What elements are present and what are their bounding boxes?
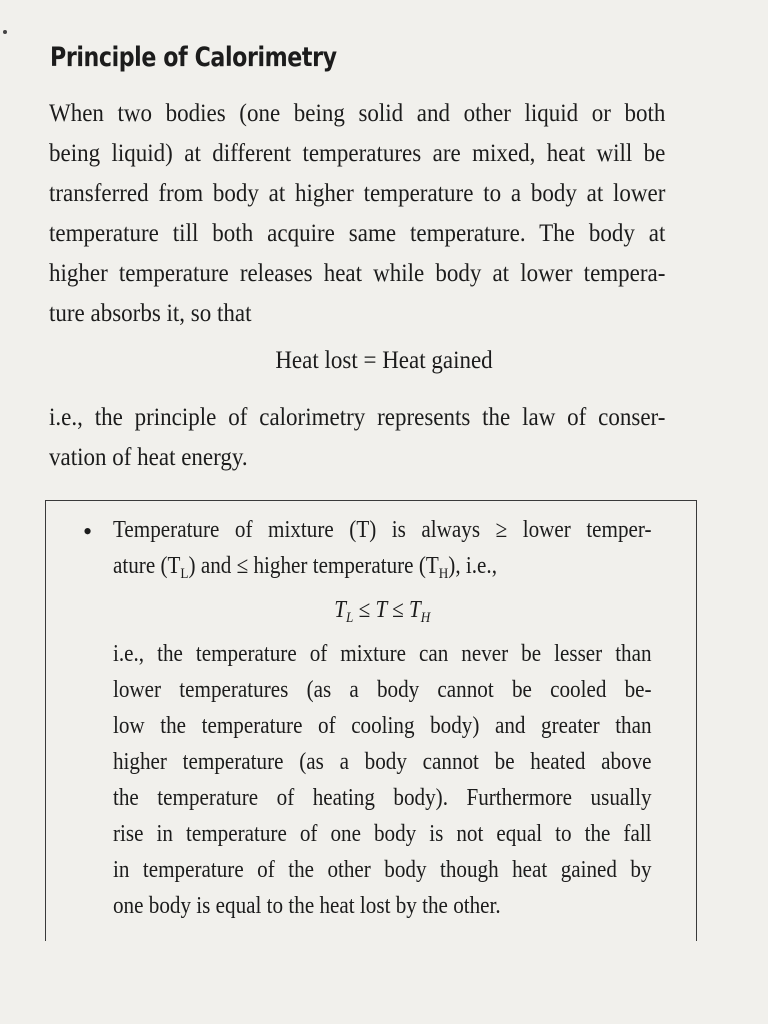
conservation-paragraph bbox=[49, 398, 665, 478]
intro-paragraph bbox=[49, 94, 665, 334]
paragraph-line: When two bodies (one being solid and other liquid or both bbox=[49, 100, 666, 127]
note-line: the temperature of heating body). Furthermore usually bbox=[113, 785, 652, 811]
inequality-fragment: T bbox=[334, 597, 347, 623]
note-line: low the temperature of cooling body) and greater than bbox=[113, 713, 652, 739]
note-line: i.e., the temperature of mixture can never be lesser than bbox=[113, 641, 652, 667]
note-line: rise in temperature of one body is not equal to the fall bbox=[113, 821, 652, 847]
note-text-fragment: ), i.e., bbox=[448, 553, 497, 579]
note-line: Temperature of mixture (T) is always ≥ lower temper- bbox=[113, 517, 652, 543]
note-text-fragment: ature (T bbox=[113, 553, 181, 579]
subscript-H: H bbox=[438, 566, 449, 582]
subscript-H: H bbox=[420, 610, 431, 626]
note-line: higher temperature (as a body cannot be heated above bbox=[113, 749, 652, 775]
paragraph-line: higher temperature releases heat while body at lower tempera- bbox=[49, 260, 666, 287]
note-line bbox=[113, 548, 652, 592]
subscript-L: L bbox=[346, 610, 354, 626]
paragraph-line: vation of heat energy. bbox=[49, 444, 248, 471]
note-line: in temperature of the other body though heat gained by bbox=[113, 857, 652, 883]
note-line: lower temperatures (as a body cannot be cooled be- bbox=[113, 677, 652, 703]
note-box-text bbox=[113, 512, 652, 924]
note-text-fragment: ) and ≤ higher temperature (T bbox=[188, 553, 439, 579]
subscript-L: L bbox=[180, 566, 189, 582]
note-line: one body is equal to the heat lost by the other. bbox=[113, 893, 501, 919]
paragraph-line: i.e., the principle of calorimetry represents the law of conser- bbox=[49, 404, 666, 431]
paragraph-line: temperature till both acquire same temperature. The body at bbox=[49, 220, 666, 247]
scan-speck bbox=[3, 30, 7, 34]
section-heading: Principle of Calorimetry bbox=[50, 42, 337, 73]
paragraph-line: being liquid) at different temperatures are mixed, heat will be bbox=[49, 140, 666, 167]
inequality-fragment: ≤ T ≤ T bbox=[353, 597, 421, 623]
paragraph-line: ture absorbs it, so that bbox=[49, 300, 252, 327]
paragraph-line: transferred from body at higher temperature to a body at lower bbox=[49, 180, 666, 207]
heat-equation: Heat lost = Heat gained bbox=[275, 347, 493, 374]
bullet-icon: • bbox=[83, 517, 93, 546]
inequality-line bbox=[113, 592, 652, 636]
